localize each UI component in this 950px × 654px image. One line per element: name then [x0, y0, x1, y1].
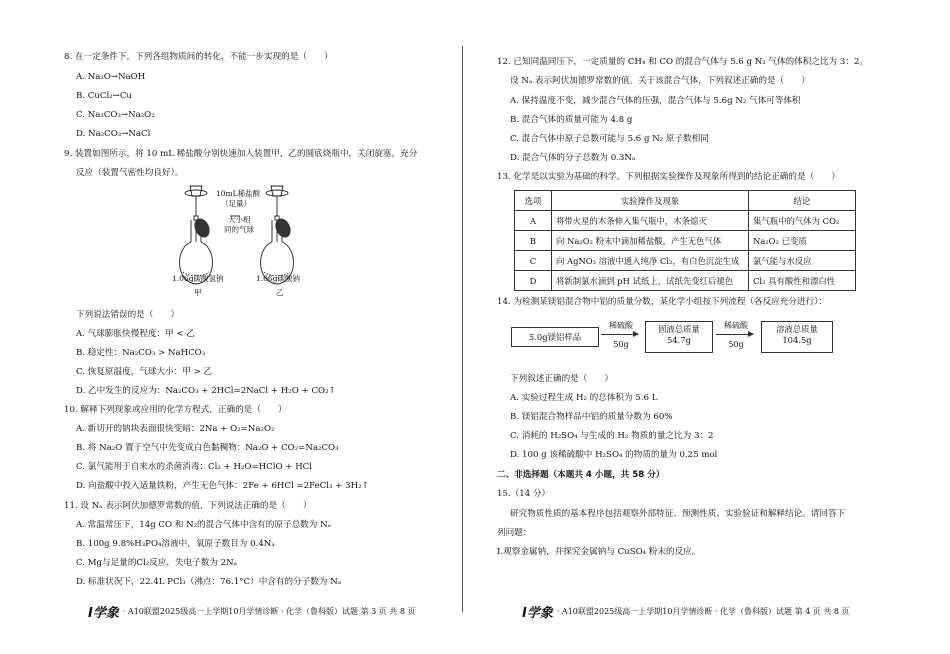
table-cell: C: [515, 251, 552, 271]
flow-arrow-2: [716, 334, 753, 335]
q11-option-d: D. 标准状况下，22.4L PCl₃（沸点：76.1°C）中含有的分子数为 Nₐ: [76, 577, 342, 587]
table-cell: 将新制氯水滴到 pH 试纸上，试纸先变红后褪色: [552, 271, 749, 291]
q10-option-b: B. 将 Na₂O 置于空气中先变成白色黏稠物：Na₂O + CO₂=Na₂CO₃: [76, 443, 339, 453]
q12-stem-line1: 12. 已知同温同压下，一定质量的 CH₄ 和 CO 的混合气体与 5.6 g N₂ 气体的体积之比为 3：2。: [497, 57, 869, 67]
left-footer-text: · A10联盟2025级高一上学期10月学情诊断 · 化学（鲁科版）试题 第 3 页 共 8 页: [122, 607, 416, 616]
q13-table: [514, 190, 856, 291]
q11-option-a: A. 常温常压下，14g CO 和 N₂的混合气体中含有的原子总数为 Nₐ: [76, 520, 331, 530]
acid-label-note: （足量）: [221, 199, 251, 208]
table-cell: Cl₂ 具有酸性和漂白性: [749, 271, 856, 291]
balloon-label: 大小相: [228, 215, 251, 224]
flow-final-label: 溶液总质量: [776, 324, 818, 334]
q12-stem-line2: 设 Nₐ 表示阿伏加德罗常数的值。关于该混合气体，下列叙述正确的是（ ）: [510, 76, 810, 86]
table-cell: 氯气能与水反应: [749, 251, 856, 271]
flow-solution-mass: 54.7g: [666, 335, 691, 345]
table-cell: 将带火星的木条伸入集气瓶中，木条熄灭: [552, 211, 749, 231]
flow-arrow-1: [601, 334, 638, 335]
brand-logo: I学象: [88, 606, 119, 621]
q8-option-b: B. CuCl₂→Cu: [76, 91, 132, 101]
q14-option-c: C. 消耗的 H₂SO₄ 与生成的 H₂ 物质的量之比为 3：2: [510, 431, 714, 441]
q15-text-line2: 列问题：: [497, 528, 532, 538]
flow-acid1: 稀硫酸: [609, 321, 633, 330]
q9-stem-line1: 9. 装置如图所示，将 10 mL 稀盐酸分别快速加入装置甲，乙的圆底烧瓶中，关闭旋塞，充分: [64, 149, 418, 159]
table-row: [515, 211, 856, 231]
q11-option-c: C. Mg与足量的Cl₂反应，失电子数为 2Nₐ: [76, 558, 237, 568]
table-cell: 向 Na₂O₂ 粉末中滴加稀盐酸，产生无色气体: [552, 231, 749, 251]
table-header-row: [515, 191, 856, 211]
flow-sample-box: 5.0g镁铝样品: [511, 327, 599, 347]
right-footer: [522, 602, 850, 621]
q14-prompt: 下列叙述正确的是（ ）: [510, 374, 614, 384]
q14-option-b: B. 镁铝混合物样品中铝的质量分数为 60%: [510, 412, 673, 422]
q9-stem-line2: 反应（装置气密性均良好）。: [76, 168, 184, 178]
q10-stem: 10. 解释下列现象或应用的化学方程式，正确的是（ ）: [64, 405, 287, 415]
q10-option-a: A. 新切开的钠块表面很快变暗：2Na + O₂=Na₂O₂: [76, 424, 275, 434]
q12-option-a: A. 保持温度不变，减少混合气体的压强，混合气体与 5.6g N₂ 气体可等体积: [510, 96, 801, 106]
q15-text-line1: 研究物质性质的基本程序包括观察外部特征、预测性质、实验验证和解释结论。请回答下: [510, 509, 846, 519]
flow-solution-label: 固液总质量: [658, 324, 700, 334]
table-cell: 集气瓶中的气体为 CO₂: [749, 211, 856, 231]
acid-label: 10mL稀盐酸: [216, 189, 261, 198]
table-row: [515, 231, 856, 251]
left-footer: [88, 602, 416, 621]
flask-a-label: 1.06g碳酸氢钠: [172, 274, 224, 283]
q14-option-a: A. 实验过程生成 H₂ 的总体积为 5.6 L: [510, 393, 658, 403]
q12-option-b: B. 混合气体的质量可能为 4.8 g: [510, 115, 633, 125]
table-header: 选项: [515, 191, 552, 211]
q12-option-d: D. 混合气体的分子总数为 0.3Nₐ: [510, 153, 636, 163]
q11-stem: 11. 设 Nₐ 表示阿伏加德罗常数的值，下列说法正确的是（ ）: [64, 501, 312, 511]
table-row: [515, 271, 856, 291]
table-header: 实验操作及现象: [552, 191, 749, 211]
table-row: [515, 251, 856, 271]
column-divider: [462, 46, 463, 612]
q8-option-d: D. Na₂CO₃→NaCl: [76, 129, 151, 139]
q13-stem: 13. 化学是以实验为基础的科学。下列根据实验操作及现象所得到的结论正确的是（ ）: [497, 172, 840, 182]
table-cell: 向 AgNO₃ 溶液中通入纯净 Cl₂，有白色沉淀生成: [552, 251, 749, 271]
table-cell: B: [515, 231, 552, 251]
flow-final-mass: 104.5g: [782, 335, 812, 345]
q9-option-d: D. 乙中发生的反应为：Na₂CO₃ + 2HCl=2NaCl + H₂O + CO₂↑: [76, 386, 336, 396]
q15-number: 15.（14 分）: [497, 489, 551, 499]
q10-option-c: C. 氯气能用于自来水的杀菌消毒：Cl₂ + H₂O=HClO + HCl: [76, 462, 313, 472]
brand-logo: I学象: [522, 606, 553, 621]
flow-acid2: 稀硫酸: [724, 321, 748, 330]
flow-acid2-mass: 50g: [728, 340, 744, 349]
table-header: 结论: [749, 191, 856, 211]
q11-option-b: B. 100g 9.8%H₃PO₄溶液中，氧原子数目为 0.4Nₐ: [76, 539, 275, 549]
right-footer-text: · A10联盟2025级高一上学期10月学情诊断 · 化学（鲁科版）试题 第 4 页 共 8 页: [556, 607, 850, 616]
q9-option-a: A. 气球膨胀快慢程度：甲 < 乙: [76, 329, 195, 339]
flow-final-box: [761, 321, 833, 353]
section-heading: 二、非选择题（本题共 4 小题，共 58 分）: [497, 470, 665, 480]
q8-stem: 8. 在一定条件下，下列各组物质间的转化，不能一步实现的是（ ）: [64, 52, 333, 62]
flask-b-name: 乙: [276, 288, 284, 297]
q15-part1: Ⅰ.观察金属钠，并探究金属钠与 CuSO₄ 粉末的反应。: [497, 547, 701, 557]
q9-option-b: B. 稳定性：Na₂CO₃ > NaHCO₃: [76, 348, 206, 358]
balloon-label-2: 同的气球: [224, 225, 254, 234]
q14-stem: 14. 为检测某镁铝混合物中铝的质量分数，某化学小组按下列流程（各反应充分进行）：: [497, 297, 828, 307]
q8-option-a: A. Na₂O→NaOH: [76, 72, 146, 82]
flask-a-name: 甲: [194, 288, 202, 297]
flow-acid1-mass: 50g: [613, 340, 629, 349]
q12-option-c: C. 混合气体中原子总数可能与 5.6 g N₂ 原子数相同: [510, 134, 709, 144]
flow-solution-box: [645, 321, 713, 353]
q8-option-c: C. Na₂CO₃→Na₂O₂: [76, 110, 155, 120]
q9-prompt: 下列说法错误的是（ ）: [76, 310, 180, 320]
flask-b-label: 1.06g碳酸钠: [256, 274, 301, 283]
q9-option-c: C. 恢复原温度，气球大小：甲 > 乙: [76, 367, 213, 377]
q10-option-d: D. 向盐酸中投入适量铁粉，产生无色气体：2Fe + 6HCl =2FeCl₃ + 3H₂↑: [76, 481, 369, 491]
q14-option-d: D. 100 g 该稀硫酸中 H₂SO₄ 的物质的量为 0.25 mol: [510, 450, 718, 460]
table-cell: D: [515, 271, 552, 291]
table-cell: A: [515, 211, 552, 231]
table-cell: Na₂O₂ 已变质: [749, 231, 856, 251]
